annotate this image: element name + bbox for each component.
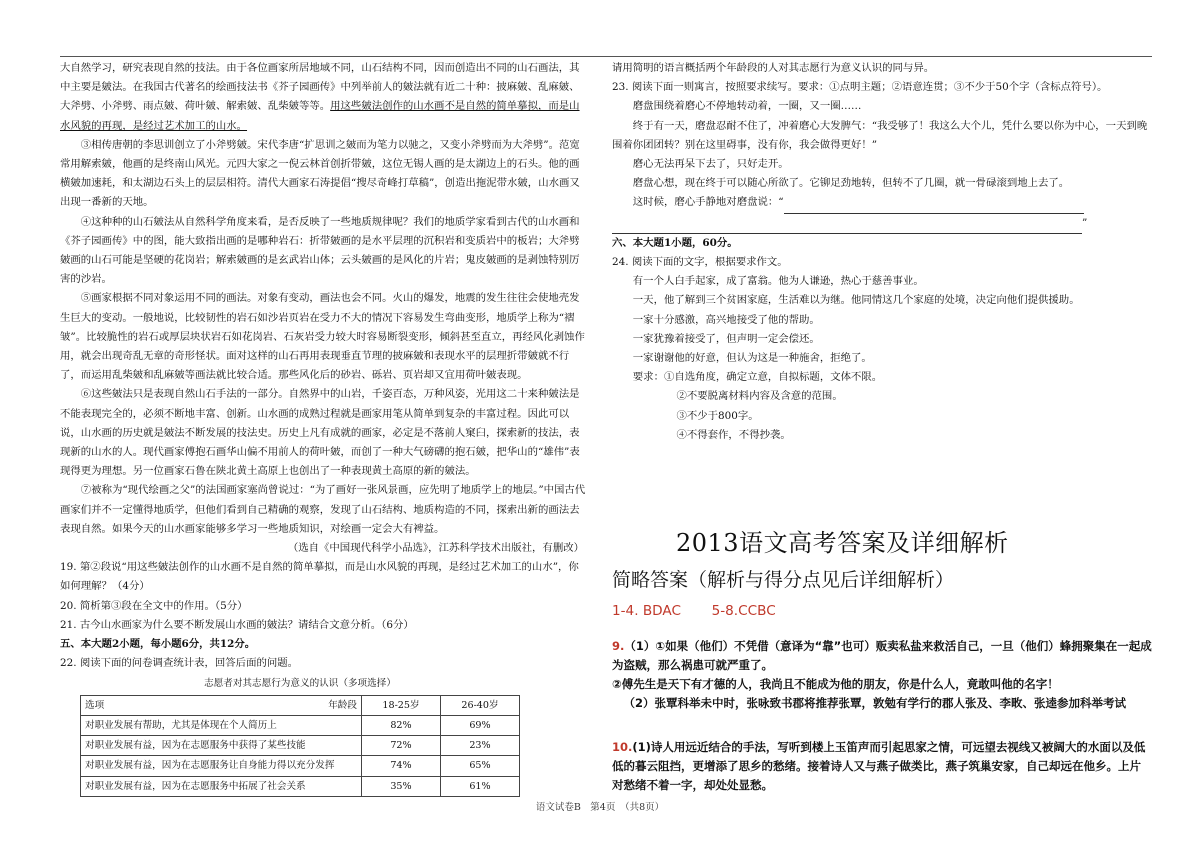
survey-table [80, 695, 520, 797]
answer-9-text: （1）①如果（他们）不凭借（意译为“靠”也可）贩卖私盐来救活自己，一旦（他们）蜂拥聚集在一起成为盗贼，那么祸患可就严重了。 [612, 639, 1152, 672]
table-row [81, 736, 520, 756]
table-header-c2: 26-40岁 [441, 695, 520, 715]
row-value-26-40: 65% [441, 756, 520, 776]
header-option: 选项 [85, 699, 105, 711]
passage-paragraph-5: ⑤画家根据不同对象运用不同的画法。对象有变动，画法也会不同。火山的爆发，地震的发生往往会使地壳发生巨大的变动。一般地说，比较韧性的岩石如沙岩页岩在受力不大的情况下容易发生弯曲变形，地质学上称为“褶皱”。比较脆性的岩石或厚层块状岩石如花岗岩、石灰岩受力较大时容易断裂变形，倾斜甚至直立，再经风化剥蚀作用，就会出现奇乱无章的奇形怪状。面对这样的山石再用表现垂直节理的披麻皴和表现水平的层理折带皴就不行了，而运用乱柴皴和乱麻皴等画法就比较合适。那些风化后的砂岩、砾岩、页岩却又宜用荷叶皴表现。 [60, 292, 585, 382]
table-caption: 志愿者对其志愿行为意义的认识（多项选择） [204, 677, 396, 689]
passage-paragraph-4: ④这种种的山石皴法从自然科学角度来看，是否反映了一些地质规律呢？我们的地质学家看到古代的山水画和《芥子园画传》中的图，能大致指出画的是哪种岩石：折带皴画的是水平层理的沉积岩和变质岩中的板岩；大斧劈皴画的山石可能是坚硬的花岗岩；解索皴画的是玄武岩山体；云头皴画的是风化的片岩；鬼皮皴画的是剥蚀特别厉害的沙岩。 [60, 215, 580, 286]
passage-paragraph-7: ⑦被称为“现代绘画之父”的法国画家塞尚曾说过：“为了画好一张风景画，应先明了地质学上的地层。”中国古代画家们并不一定懂得地质学，但他们看到自己精确的观察，发现了山石结构、地质构造的不同，探索出新的画法去表现自然。如果今天的山水画家能够多学习一些地质知识，对绘画一定会大有裨益。 [60, 484, 586, 535]
row-value-18-25: 35% [362, 776, 441, 796]
row-label: 对职业发展有益，因为在志愿服务中拓展了社会关系 [81, 776, 362, 796]
passage-source: （选自《中国现代科学小品选》，江苏科学技术出版社，有删改） [287, 542, 584, 555]
question-19: 19. 第②段说“用这些皴法创作的山水画不是自然的简单摹拟，而是山水风貌的再现，是经过艺术加工的山水”，你如何理解？（4分） [60, 561, 579, 593]
table-row [81, 776, 520, 796]
fable-line: 磨盘心想，现在终于可以随心所欲了。它铆足劲地转，但转不了几圈，就一骨碌滚到地上去了。 [632, 177, 1070, 190]
row-value-26-40: 61% [441, 776, 520, 796]
answer-10 [612, 738, 1152, 795]
essay-requirement: ③不少于800字。 [676, 409, 759, 422]
question-22: 22. 阅读下面的问卷调查统计表，回答后面的问题。 [60, 657, 299, 670]
fable-line: 终于有一天，磨盘忍耐不住了，冲着磨心大发脾气：“我受够了！我这么大个儿，凭什么要以你为中心，一天到晚围着你团团转？别在这里碍事，没有你，我会做得更好！” [612, 119, 1148, 151]
essay-material: 有一个人白手起家，成了富翁。他为人谦逊，热心于慈善事业。 [632, 275, 924, 288]
row-value-18-25: 72% [362, 736, 441, 756]
page-footer: 语文试卷B 第4页 （共8页） [535, 802, 665, 813]
answer-9-part-2: ②傅先生是天下有才德的人，我尚且不能成为他的朋友，你是什么人，竟敢叫他的名字！ [612, 677, 1059, 691]
right-column [612, 59, 1152, 445]
header-age: 年龄段 [328, 699, 357, 711]
answer-blank [612, 214, 1082, 234]
question-23: 23. 阅读下面一则寓言，按照要求续写。要求：①点明主题；②语意连贯；③不少于50个字（含标点符号）。 [612, 81, 1108, 94]
fable-line [612, 193, 1152, 213]
essay-material: 一家谢谢他的好意，但认为这是一种施舍，拒绝了。 [632, 352, 872, 365]
answer-blank-line: ” [612, 214, 1152, 234]
table-row [81, 756, 520, 776]
passage-paragraph-3: ③相传唐朝的李思训创立了小斧劈皴。宋代李唐“扩思训之皴而为笔力以驰之，又变小斧劈而为大斧劈”。范宽常用解索皴，他画的是终南山风光。元四大家之一倪云林首创折带皴，这位无锡人画的是太湖边上的石头。他的画横皴加速耗，和太湖边石头上的层层相符。清代大画家石涛提倡“搜尽奇峰打草稿”，创造出拖泥带水皴，山水画又出现一番新的天地。 [60, 138, 580, 209]
row-value-26-40: 23% [441, 736, 520, 756]
section-5-heading: 五、本大题2小题，每小题6分，共12分。 [60, 638, 256, 651]
answer-9 [612, 637, 1152, 713]
essay-material: 一家犹豫着接受了，但声明一定会偿还。 [632, 332, 820, 345]
passage-paragraph-2 [60, 59, 588, 136]
answers-5-8: 5-8.CCBC [711, 603, 776, 619]
essay-material: 一天，他了解到三个贫困家庭，生活难以为继。他同情这几个家庭的处境，决定向他们提供援助。 [632, 294, 1080, 307]
essay-material: 一家十分感激，高兴地接受了他的帮助。 [632, 313, 820, 326]
section-6-heading: 六、本大题1小题，60分。 [612, 236, 738, 249]
essay-requirement: 要求：①自选角度，确定立意，自拟标题，文体不限。 [632, 371, 883, 384]
paragraph-text: 大自然学习，研究表现自然的技法。由于各位画家所居地域不同，山石结构不同，因而创造出不同的山石画法，其中主要是皴法。在我国古代著名的绘画技法书《芥子园画传》中列举前人的皴法就有近二十种：披麻皴、乱麻皴、大斧劈、小斧劈、雨点皴、荷叶皴、解索皴、乱柴皴等等。 [60, 62, 580, 113]
essay-requirement: ②不要脱离材料内容及含意的范围。 [676, 390, 843, 403]
table-header-row [81, 695, 520, 715]
answers-1-4: 1-4. BDAC [612, 603, 681, 619]
answers-subtitle: 简略答案（解析与得分点见后详细解析） [612, 569, 955, 591]
row-label: 对职业发展有帮助，尤其是体现在个人简历上 [81, 715, 362, 735]
choice-answers [612, 603, 776, 619]
question-22-prompt: 请用简明的语言概括两个年龄段的人对其志愿行为意义认识的同与异。 [612, 62, 935, 74]
answer-10-text: (1)诗人用远近结合的手法，写听到楼上玉笛声而引起思家之情，可远望去视线又被阔大的水面以及低低的暮云阻挡，更增添了思乡的愁绪。接着诗人又与燕子做类比，燕子筑巢安家，自己却远在他乡。上片对愁绪不着一字，却处处显愁。 [612, 740, 1146, 792]
fable-line: 磨心无法再呆下去了，只好走开。 [632, 158, 789, 171]
essay-requirement: ④不得套作，不得抄袭。 [676, 428, 791, 441]
row-value-26-40: 69% [441, 715, 520, 735]
answer-10-number: 10. [612, 740, 633, 754]
underlined-sentence: 用这些皴法创作的山水画不是自然的简单摹拟，而是山水风貌的再现，是经过艺术加工的山水。 [60, 100, 580, 132]
answer-9-part-3: （2）张覃科举未中时，张咏致书郡将推荐张覃，敦勉有学行的郡人张及、李畋、张逵参加科举考试 [623, 696, 1126, 710]
fable-line: 磨盘围绕着磨心不停地转动着，一圈，又一圈…… [632, 100, 862, 113]
table-header-c1: 18-25岁 [362, 695, 441, 715]
row-label: 对职业发展有益，因为在志愿服务让自身能力得以充分发挥 [81, 756, 362, 776]
table-header-option-age [81, 695, 362, 715]
passage-paragraph-6: ⑥这些皴法只是表现自然山石手法的一部分。自然界中的山岩，千姿百态，万种风姿，光用这二十来种皴法是不能表现完全的，必须不断地丰富、创新。山水画的成熟过程就是画家用笔从简单到复杂的丰富过程。因此可以说，山水画的历史就是皴法不断发展的技法史。历史上凡有成就的画家，必定是不落前人窠臼，探索新的技法，表现新的山水的人。现代画家傅抱石画华山偏不用前人的荷叶皴，而创了一种大气磅礴的抱石皴，把华山的“雄伟”表现得更为理想。另一位画家石鲁在陕北黄土高原上也创出了一种表现黄土高原的新的皴法。 [60, 388, 580, 478]
fable-last-line: 这时候，磨心手静地对磨盘说：“ [632, 196, 784, 209]
question-24: 24. 阅读下面的文字，根据要求作文。 [612, 256, 788, 269]
header-rule [60, 56, 1152, 57]
question-21: 21. 古今山水画家为什么要不断发展山水画的皴法？请结合文意分析。（6分） [60, 618, 414, 631]
answer-9-number: 9. [612, 639, 625, 653]
row-value-18-25: 74% [362, 756, 441, 776]
question-20: 20. 简析第③段在全文中的作用。（5分） [60, 599, 248, 612]
left-column [60, 59, 588, 797]
answer-blank [784, 193, 1084, 213]
table-row [81, 715, 520, 735]
answers-title: 2013语文高考答案及详细解析 [676, 529, 1009, 557]
row-label: 对职业发展有益，因为在志愿服务中获得了某些技能 [81, 736, 362, 756]
answer-9-part-1 [612, 637, 1152, 675]
row-value-18-25: 82% [362, 715, 441, 735]
